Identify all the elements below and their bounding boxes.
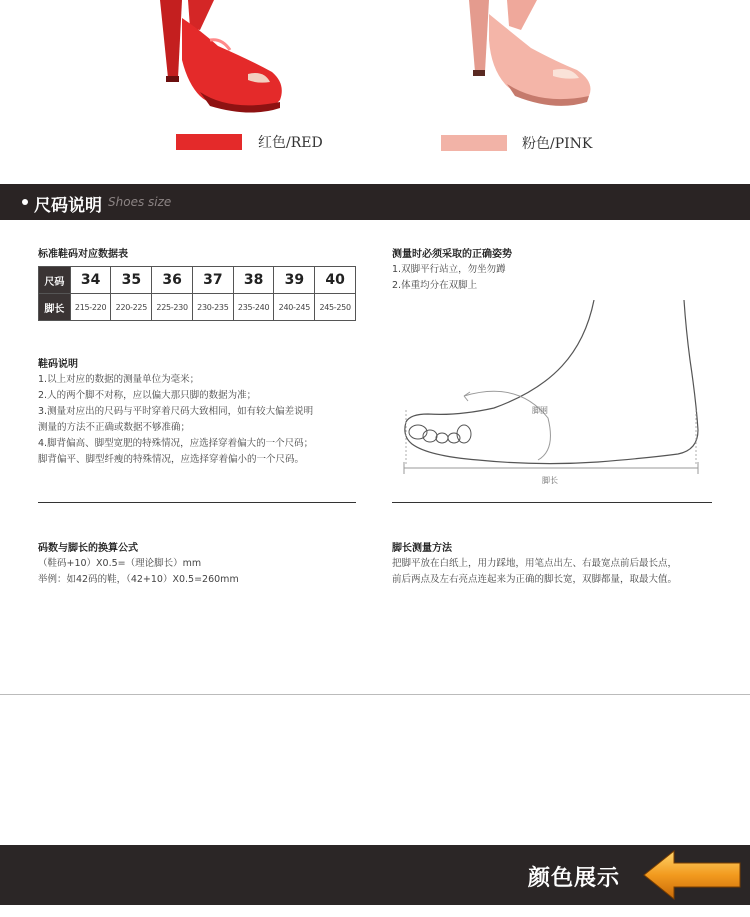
size-table-title: 标准鞋码对应数据表 [38,249,128,260]
section-bottom-divider [0,694,750,695]
size-cell: 36 [152,267,193,294]
length-cell: 230-235 [192,294,233,321]
bullet-icon [22,199,28,205]
shoe-note-line: 1.以上对应的数据的测量单位为毫米； [38,374,200,385]
method-line: 前后两点及左右亮点连起来为正确的脚长宽，双脚都量，取最大值。 [392,574,678,585]
method-line: 把脚平放在白纸上，用力踩地，用笔点出左、右最宽点前后最长点， [392,558,678,569]
length-cell: 220-225 [111,294,152,321]
size-cell: 34 [70,267,111,294]
arrow-left-icon [640,847,744,903]
formula-title: 码数与脚长的换算公式 [38,543,138,554]
shoe-notes-title: 鞋码说明 [38,359,78,370]
posture-title: 测量时必须采取的正确姿势 [392,249,512,260]
shoe-note-line: 3.测量对应出的尺码与平时穿着尺码大致相同，如有较大偏差说明 [38,406,314,417]
length-label: 脚长 [542,476,558,485]
size-cell: 39 [274,267,315,294]
size-cell: 35 [111,267,152,294]
posture-line: 2.体重均分在双脚上 [392,280,478,291]
pink-swatch-label: 粉色/PINK [522,136,593,152]
size-row-label: 尺码 [39,267,71,294]
posture-line: 1.双脚平行站立，勿坐勿蹲 [392,264,506,275]
length-row-label: 脚长 [39,294,71,321]
divider [392,502,712,503]
section-subtitle: Shoes size [108,195,172,209]
divider [38,502,356,503]
pink-shoe-image [445,0,645,118]
size-row [39,267,356,294]
formula-line: 举例：如42码的鞋，（42+10）X0.5=260mm [38,574,239,585]
shoe-note-line: 2.人的两个脚不对称，应以偏大那只脚的数据为准； [38,390,257,401]
size-cell: 40 [315,267,356,294]
red-shoe-image [130,0,330,118]
length-cell: 215-220 [70,294,111,321]
size-section-header [0,184,750,220]
shoe-note-line: 测量的方法不正确或数据不够准确； [38,422,191,433]
length-cell: 245-250 [315,294,356,321]
length-row [39,294,356,321]
formula-line: （鞋码+10）X0.5=（理论脚长）mm [38,558,202,569]
shoe-note-line: 4.脚背偏高、脚型宽肥的特殊情况，应选择穿着偏大的一个尺码； [38,438,314,449]
section-title: 尺码说明 [34,196,102,216]
color-display-banner [0,845,750,905]
pink-swatch [441,135,507,151]
size-cell: 37 [192,267,233,294]
length-cell: 225-230 [152,294,193,321]
size-cell: 38 [233,267,274,294]
red-swatch-label: 红色/RED [258,135,323,151]
length-cell: 235-240 [233,294,274,321]
banner-title: 颜色展示 [528,866,621,891]
red-swatch [176,134,242,150]
shoe-note-line: 脚背偏平、脚型纤瘦的特殊情况，应选择穿着偏小的一个尺码。 [38,454,305,465]
girth-label: 脚围 [532,406,548,415]
method-title: 脚长测量方法 [392,543,452,554]
size-table [38,266,356,321]
length-cell: 240-245 [274,294,315,321]
foot-diagram [398,300,718,490]
